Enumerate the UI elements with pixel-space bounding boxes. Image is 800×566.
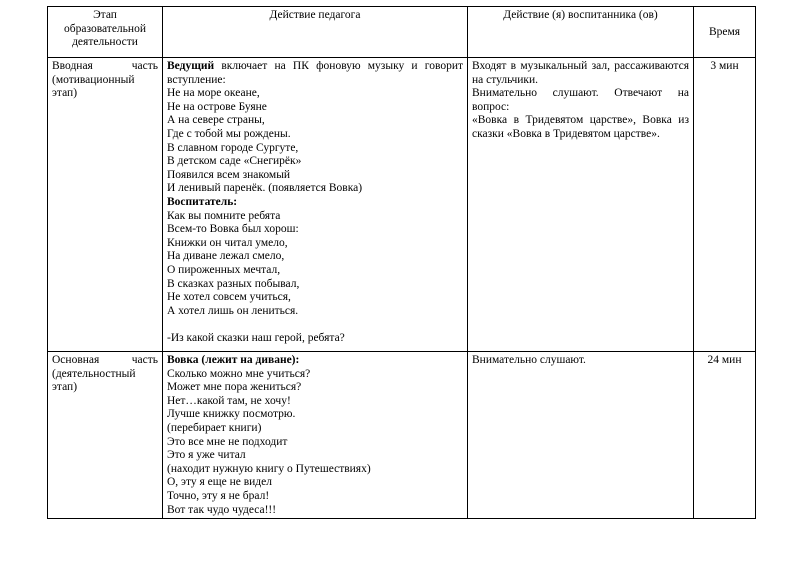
speaker-label: Ведущий xyxy=(167,60,215,72)
stage-cell xyxy=(48,58,163,352)
text-line: Появился всем знакомый xyxy=(167,168,291,181)
table-row xyxy=(48,352,756,519)
pupil-action-cell xyxy=(468,352,694,519)
text-line: Основная часть xyxy=(52,354,158,366)
text-line: сказки «Вовка в Тридевятом царстве». xyxy=(472,127,660,140)
text-line: на стульчики. xyxy=(472,73,539,86)
text-line: Внимательно слушают. xyxy=(472,354,586,366)
table-row xyxy=(48,58,756,352)
text-line: В детском саде «Снегирёк» xyxy=(167,155,302,168)
text-line: В сказках разных побывал, xyxy=(167,277,300,290)
text-line: В славном городе Сургуте, xyxy=(167,141,299,154)
text-line: Это я уже читал xyxy=(167,449,246,462)
text-line xyxy=(167,196,463,210)
text-line: Сколько можно мне учиться? xyxy=(167,367,311,380)
header-stage: Этап образовательной деятельности xyxy=(48,7,163,58)
text-line: Входят в музыкальный зал, рассаживаются xyxy=(472,60,689,72)
lesson-plan-table xyxy=(47,6,756,519)
stage-cell xyxy=(48,352,163,519)
text-line: Не хотел совсем учиться, xyxy=(167,291,291,304)
text-line xyxy=(167,318,463,332)
text-line: вопрос: xyxy=(472,100,510,113)
teacher-action-cell xyxy=(163,352,468,519)
text-line: И ленивый паренёк. (появляется Вовка) xyxy=(167,182,363,195)
text-line: Как вы помните ребята xyxy=(167,209,281,222)
text-line: Не на острове Буяне xyxy=(167,100,267,113)
text-line: «Вовка в Тридевятом царстве», Вовка из xyxy=(472,114,689,127)
time-cell: 24 мин xyxy=(694,352,756,519)
text-line: Точно, эту я не брал! xyxy=(167,489,270,502)
text-run: включает на ПК фоновую музыку и говорит xyxy=(214,60,463,72)
pupil-action-cell xyxy=(468,58,694,352)
text-line: Книжки он читал умело, xyxy=(167,236,288,249)
text-line: этап) xyxy=(52,381,78,394)
text-line: -Из какой сказки наш герой, ребята? xyxy=(167,331,345,344)
time-cell: 3 мин xyxy=(694,58,756,352)
text-line: этап) xyxy=(52,87,78,100)
text-line xyxy=(167,354,463,368)
text-line: О, эту я еще не видел xyxy=(167,476,273,489)
text-line: А на севере страны, xyxy=(167,114,265,127)
table-body xyxy=(48,58,756,519)
text-line: (перебирает книги) xyxy=(167,421,262,434)
header-time: Время xyxy=(694,7,756,58)
text-line: (деятельностный xyxy=(52,367,136,380)
text-line: Вот так чудо чудеса!!! xyxy=(167,503,277,516)
text-line xyxy=(167,60,463,74)
text-line: Внимательно слушают. Отвечают на xyxy=(472,87,689,100)
text-line: Нет…какой там, не хочу! xyxy=(167,394,291,407)
teacher-action-cell xyxy=(163,58,468,352)
speaker-label: Воспитатель: xyxy=(167,195,238,208)
text-line: Не на море океане, xyxy=(167,87,260,100)
header-teacher-action: Действие педагога xyxy=(163,7,468,58)
text-line: Может мне пора жениться? xyxy=(167,381,302,394)
text-line: Вводная часть xyxy=(52,60,158,72)
text-line: Лучше книжку посмотрю. xyxy=(167,408,296,421)
table-header-row xyxy=(48,7,756,58)
text-line: Это все мне не подходит xyxy=(167,435,288,448)
header-pupil-action: Действие (я) воспитанника (ов) xyxy=(468,7,694,58)
text-line: Всем-то Вовка был хорош: xyxy=(167,223,299,236)
speaker-label: Вовка (лежит на диване): xyxy=(167,354,300,366)
text-line: А хотел лишь он лениться. xyxy=(167,304,299,317)
text-line: Где с тобой мы рождены. xyxy=(167,127,291,140)
text-line: (находит нужную книгу о Путешествиях) xyxy=(167,462,371,475)
text-line: вступление: xyxy=(167,73,226,86)
text-line: (мотивационный xyxy=(52,73,135,86)
text-line: О пироженных мечтал, xyxy=(167,263,281,276)
text-line: На диване лежал смело, xyxy=(167,250,285,263)
